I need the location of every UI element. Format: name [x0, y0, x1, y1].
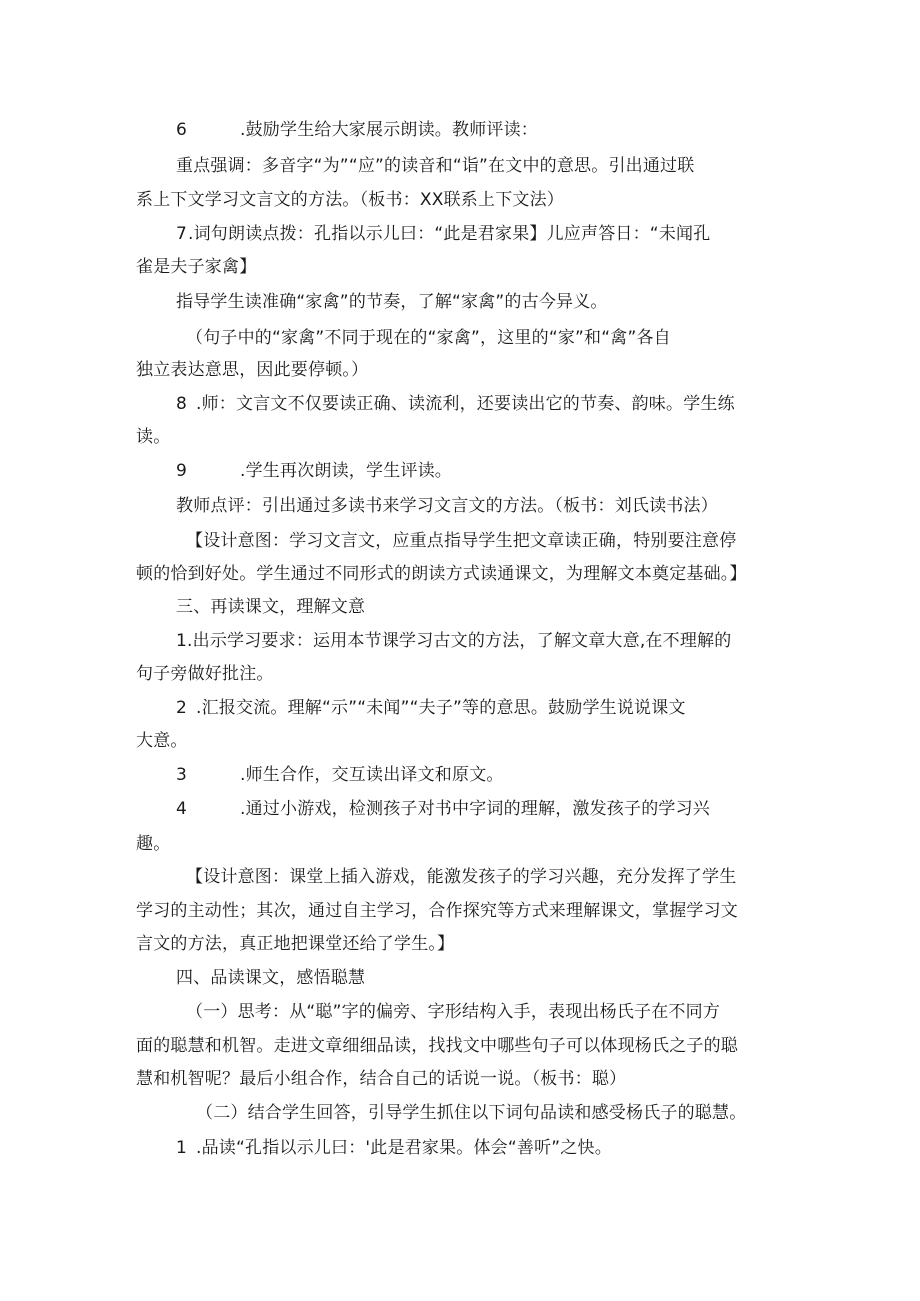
- paragraph-text: 系上下文学习文言文的方法。（板书：XX联系上下文法）: [136, 190, 564, 210]
- design-intent-line: [186, 866, 736, 888]
- list-number: 4: [176, 799, 188, 819]
- paragraph-text: （句子中的“家禽”不同于现在的“家禽”，这里的“家”和“禽”各自: [186, 328, 671, 348]
- list-item-8: [176, 393, 735, 415]
- paragraph-line: [136, 1068, 626, 1090]
- paragraph-line: [176, 291, 608, 313]
- list-number: 1: [176, 1138, 188, 1158]
- paragraph-text: 慧和机智呢？最后小组合作，结合自己的话说一说。（板书：聪）: [136, 1069, 627, 1089]
- paragraph-text: 【设计意图：学习文言文，应重点指导学生把文章读正确，特别要注意停: [186, 531, 737, 551]
- paragraph-line: [176, 155, 694, 177]
- paragraph-text: .品读“孔指以示儿曰：'此是君家果。体会“善听”之快。: [196, 1138, 612, 1158]
- section-heading-3: [176, 596, 365, 618]
- paragraph-line: [136, 900, 738, 922]
- paragraph-line: [136, 663, 274, 685]
- paragraph-line: [136, 359, 368, 381]
- list-item-9: [176, 460, 452, 482]
- paragraph-text: （二）结合学生回答，引导学生抓住以下词句品读和感受杨氏子的聪慧。: [196, 1103, 747, 1123]
- paragraph-text: .鼓励学生给大家展示朗读。教师评读：: [240, 120, 539, 140]
- paragraph-line: [136, 563, 747, 585]
- list-number: 9: [176, 461, 188, 481]
- list-item-7: [176, 223, 710, 245]
- list-number: 6: [176, 120, 188, 140]
- paragraph-text: .师：文言文不仅要读正确、读流利，还要读出它的节奏、韵味。学生练: [196, 394, 735, 414]
- list-number: 8: [176, 394, 188, 414]
- paragraph-line: [136, 256, 256, 278]
- paragraph-line: [136, 1035, 738, 1057]
- paragraph-text: 大意。: [136, 731, 188, 751]
- paragraph-text: 教师点评：引出通过多读书来学习文言文的方法。（板书：刘氏读书法）: [176, 496, 718, 516]
- paragraph-text: 【设计意图：课堂上插入游戏，能激发孩子的学习兴趣，充分发挥了学生: [186, 867, 737, 887]
- section-heading-text: 三、再读课文，理解文意: [176, 597, 366, 617]
- paragraph-text: .通过小游戏，检测孩子对书中字词的理解，激发孩子的学习兴: [240, 799, 711, 819]
- paragraph-text: 指导学生读准确“家禽”的节奏，了解“家禽”的古今异义。: [176, 292, 608, 312]
- list-item-2: [176, 697, 686, 719]
- paragraph-line: [136, 189, 564, 211]
- paragraph-text: 顿的恰到好处。学生通过不同形式的朗读方式读通课文，为理解文本奠定基础。】: [136, 564, 747, 584]
- list-item-1: [176, 1137, 612, 1159]
- paragraph-text: 雀是夫子家禽】: [136, 257, 257, 277]
- list-item-6: [176, 119, 538, 141]
- paragraph-text: （一）思考：从“聪”字的偏旁、字形结构入手，表现出杨氏子在不同方: [186, 1002, 721, 1022]
- paragraph-line: [136, 426, 170, 448]
- list-item-4: [176, 798, 710, 820]
- paragraph-line: [196, 1102, 746, 1124]
- list-item-3: [176, 764, 504, 786]
- paragraph-text: 言文的方法，真正地把课堂还给了学生。】: [136, 934, 455, 954]
- paragraph-text: 学习的主动性；其次，通过自主学习，合作探究等方式来理解课文，掌握学习文: [136, 901, 738, 921]
- paragraph-text: 读。: [136, 427, 171, 447]
- paragraph-line: [136, 833, 170, 855]
- list-number: 3: [176, 765, 188, 785]
- paragraph-text: 趣。: [136, 834, 171, 854]
- paragraph-text: 面的聪慧和机智。走进文章细细品读，找找文中哪些句子可以体现杨氏之子的聪: [136, 1036, 738, 1056]
- paragraph-text: .学生再次朗读，学生评读。: [240, 461, 453, 481]
- list-number: 2: [176, 698, 188, 718]
- paragraph-line: [136, 730, 188, 752]
- paragraph-text: .词句朗读点拨：孔指以示儿曰：“此是君家果】儿应声答日：“未闻孔: [188, 224, 711, 244]
- paragraph-text: 重点强调：多音字“为”“应”的读音和“诣”在文中的意思。引出通过联: [176, 156, 695, 176]
- paragraph-text: .汇报交流。理解“示”“未闻”“夫子”等的意思。鼓励学生说说课文: [196, 698, 686, 718]
- paragraph-text: .师生合作，交互读出译文和原文。: [240, 765, 504, 785]
- paragraph-line: [186, 327, 671, 349]
- paragraph-line: [136, 933, 454, 955]
- section-heading-text: 四、品读课文，感悟聪慧: [176, 968, 366, 988]
- design-intent-line: [186, 530, 736, 552]
- paragraph-text: 独立表达意思，因此要停顿。）: [136, 360, 369, 380]
- list-number: 7: [176, 224, 188, 244]
- paragraph-text: 1.出示学习要求：运用本节课学习古文的方法，了解文章大意,在不理解的: [176, 631, 732, 651]
- paragraph-line: [176, 495, 718, 517]
- paragraph-text: 句子旁做好批注。: [136, 664, 274, 684]
- section-heading-4: [176, 967, 365, 989]
- paragraph-line: [186, 1001, 720, 1023]
- paragraph-line: [176, 630, 731, 652]
